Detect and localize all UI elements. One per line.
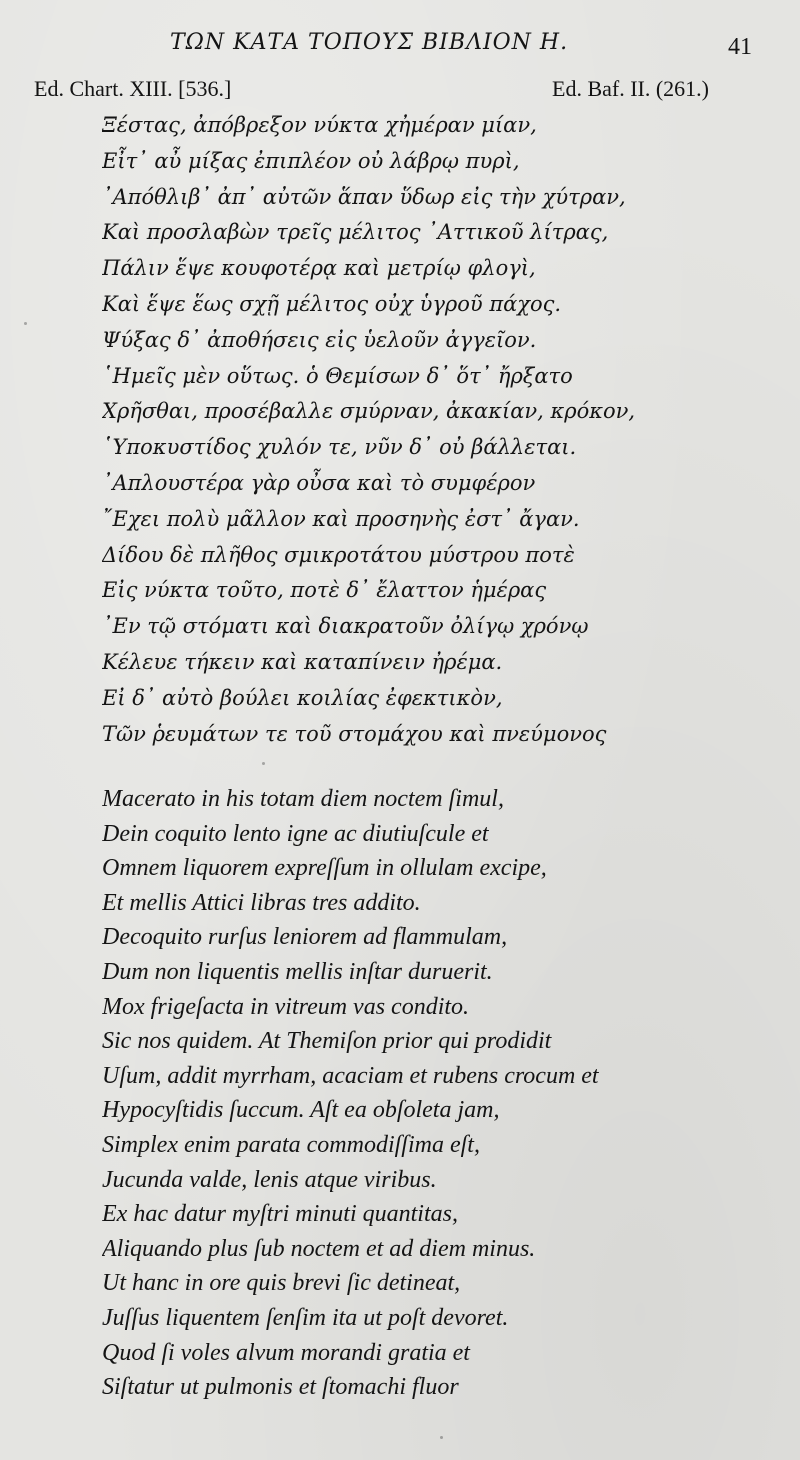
greek-verse-line: Ξέστας, ἀπόβρεξον νύκτα χἠμέραν μίαν,	[102, 113, 537, 137]
latin-verse-block	[102, 782, 792, 1405]
greek-verse-line: ῾Υποκυστίδος χυλόν τε, νῦν δ᾽ οὐ βάλλεται.	[102, 435, 577, 460]
greek-verse-line: Πάλιν ἕψε κουφοτέρᾳ καὶ μετρίῳ φλογὶ,	[102, 256, 536, 281]
paper-speck	[262, 762, 265, 765]
edition-chartier: Ed. Chart. XIII. [536.]	[34, 76, 232, 101]
latin-verse-line: Jucunda valde, lenis atque viribus.	[102, 1166, 437, 1193]
greek-verse-line: Εἶτ᾽ αὖ μίξας ἐπιπλέον οὐ λάβρῳ πυρὶ,	[102, 148, 520, 173]
greek-verse-line: Εἰ δ᾽ αὐτὸ βούλει κοιλίας ἐφεκτικὸν,	[102, 685, 503, 710]
latin-verse-line: Simplex enim parata commodiſſima eſt,	[102, 1131, 480, 1158]
latin-verse-line: Sic nos quidem. At Themiſon prior qui prodidit	[102, 1028, 552, 1055]
page-number: 41	[728, 34, 752, 60]
latin-verse-line: Et mellis Attici libras tres addito.	[102, 889, 421, 916]
greek-verse-line: Καὶ προσλαβὼν τρεῖς μέλιτος ᾽Αττικοῦ λίτρας,	[102, 220, 609, 245]
greek-verse-block	[102, 108, 792, 752]
edition-line	[0, 76, 800, 106]
latin-verse-line: Siſtatur ut pulmonis et ſtomachi fluor	[102, 1374, 459, 1401]
greek-verse-line: Ψύξας δ᾽ ἀποθήσεις εἰς ὑελοῦν ἀγγεῖον.	[102, 327, 537, 352]
latin-verse-line: Hypocyſtidis ſuccum. Aſt ea obſoleta jam,	[102, 1097, 500, 1124]
greek-verse-line: ῾Ημεῖς μὲν οὕτως. ὁ Θεμίσων δ᾽ ὅτ᾽ ἤρξατο	[102, 363, 573, 388]
edition-basel: Ed. Baf. II. (261.)	[552, 76, 710, 101]
latin-verse-line: Decoquito rurſus leniorem ad flammulam,	[102, 924, 508, 951]
greek-verse-line: Εἰς νύκτα τοῦτο, ποτὲ δ᾽ ἔλαττον ἡμέρας	[102, 578, 547, 603]
latin-verse-line: Mox frigeſacta in vitreum vas condito.	[102, 993, 470, 1020]
greek-verse-line: Χρῆσθαι, προσέβαλλε σμύρναν, ἀκακίαν, κρόκον,	[102, 399, 636, 424]
latin-verse-line: Dein coquito lento igne ac diutiuſcule et	[102, 820, 489, 847]
paper-speck	[24, 322, 27, 325]
latin-verse-line: Dum non liquentis mellis inſtar duruerit.	[102, 958, 493, 985]
greek-verse-line: Καὶ ἕψε ἕως σχῇ μέλιτος οὐχ ὑγροῦ πάχος.	[102, 291, 562, 316]
greek-verse-line: Κέλευε τήκειν καὶ καταπίνειν ἠρέμα.	[102, 649, 503, 674]
latin-verse-line: Omnem liquorem expreſſum in ollulam excipe,	[102, 855, 547, 882]
running-head	[0, 30, 800, 60]
latin-verse-line: Macerato in his totam diem noctem ſimul,	[102, 786, 504, 812]
latin-verse-line: Quod ſi voles alvum morandi gratia et	[102, 1339, 470, 1366]
running-title: ΤΩΝ ΚΑΤΑ ΤΟΠΟΥΣ ΒΙΒΛΙΟΝ Η.	[170, 30, 569, 55]
greek-verse-line: Τῶν ῥευμάτων τε τοῦ στομάχου καὶ πνεύμονος	[102, 721, 607, 746]
latin-verse-line: Ex hac datur myſtri minuti quantitas,	[102, 1201, 458, 1228]
latin-verse-line: Juſſus liquentem ſenſim ita ut poſt devoret.	[102, 1304, 509, 1331]
latin-verse-line: Uſum, addit myrrham, acaciam et rubens crocum et	[102, 1062, 599, 1089]
greek-verse-line: ῎Εχει πολὺ μᾶλλον καὶ προσηνὴς ἐστ᾽ ἄγαν.	[102, 506, 580, 531]
greek-verse-line: ᾽Εν τῷ στόματι καὶ διακρατοῦν ὀλίγῳ χρόνῳ	[102, 614, 589, 639]
greek-verse-line: Δίδου δὲ πλῆθος σμικροτάτου μύστρου ποτὲ	[102, 542, 575, 567]
greek-verse-line: ᾽Απόθλιβ᾽ ἀπ᾽ αὐτῶν ἅπαν ὕδωρ εἰς τὴν χύτραν,	[102, 184, 626, 209]
greek-verse-line: ᾽Απλουστέρα γὰρ οὖσα καὶ τὸ συμφέρον	[102, 470, 536, 495]
paper-speck	[440, 1436, 443, 1439]
latin-verse-line: Ut hanc in ore quis brevi ſic detineat,	[102, 1270, 461, 1297]
latin-verse-line: Aliquando plus ſub noctem et ad diem minus.	[102, 1235, 536, 1262]
